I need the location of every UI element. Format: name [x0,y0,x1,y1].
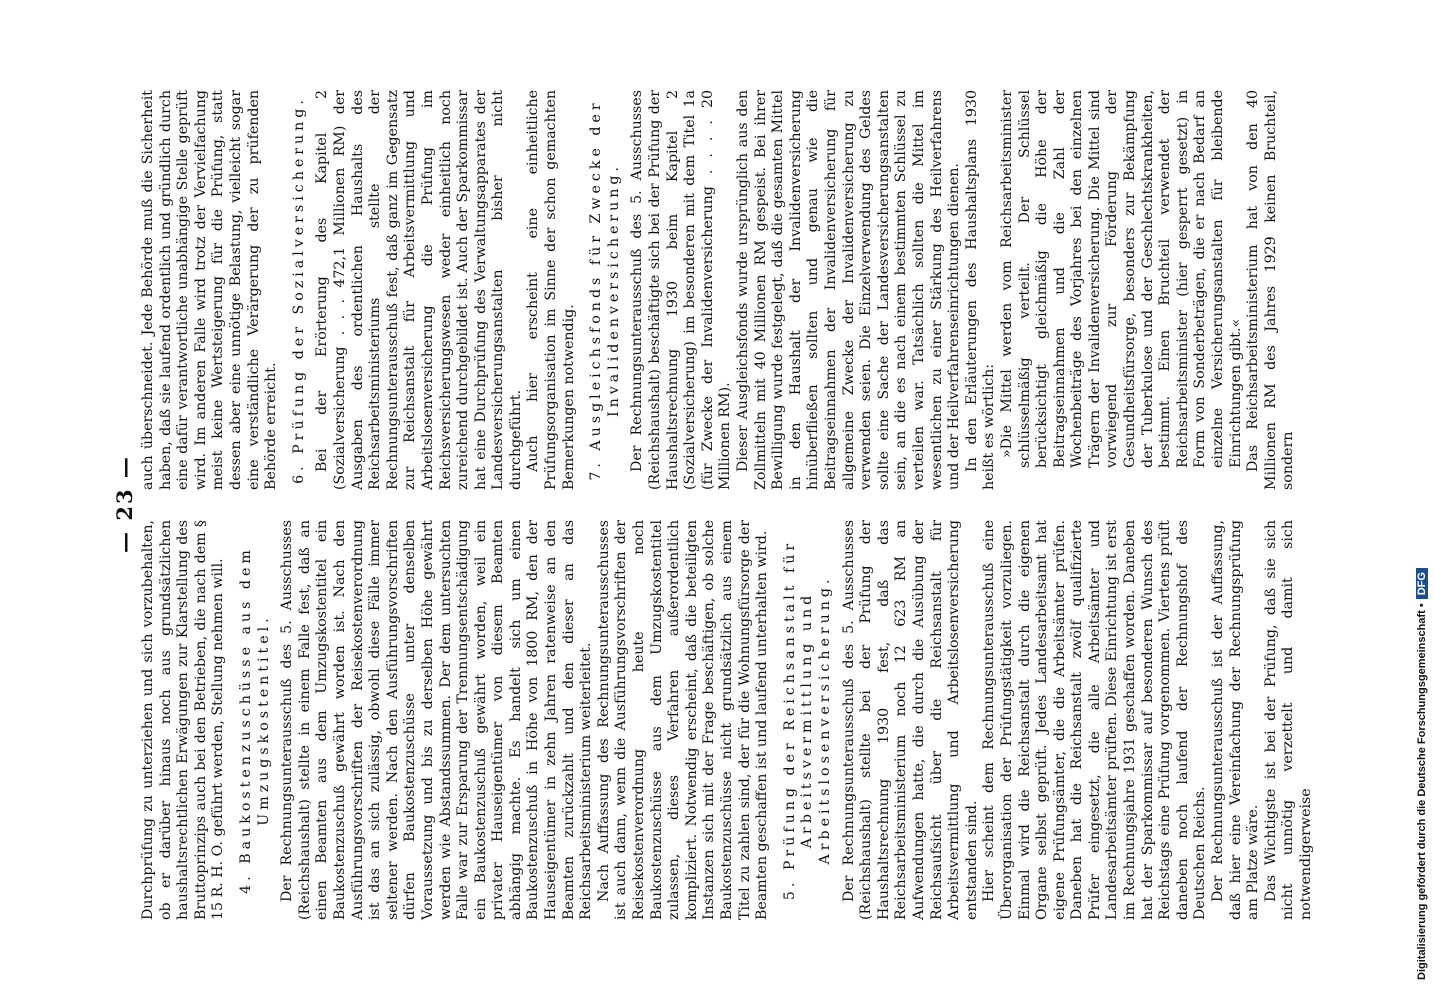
section-heading-5: 5. Prüfung der Reichsanstalt für Arbeitsvermittlung und Arbeitslosenversicherung. [781,539,833,901]
paragraph: Auch hier erscheint eine einheitliche Prüfungsorganisation im Sinne der schon gemachten Bemerkungen notwendig. [525,90,577,490]
section-heading-4: 4. Baukostenzuschüsse aus dem Umzugskostentitel. [237,546,272,894]
paragraph: Der Rechnungsunterausschuß des 5. Ausschusses (Reichshaushalt) beschäftigte sich bei der Prüfung der Haushaltsrechnung 1930 beim Kapitel 2 (Sozialversicherung) im besonderen mit dem Titel 1a (für Zwecke der Invalidenversicherung . . . . 20 Millionen RM). [629,90,734,490]
section-heading-7: 7. Ausgleichsfonds für Zwecke der Invalidenversicherung. [588,99,622,481]
paragraph: Das Wichtigste ist bei der Prüfung, daß sie sich nicht unnötig verzettelt und damit sich notwendigerweise [1262,520,1314,920]
paragraph: In den Erläuterungen des Haushaltsplans 1930 heißt es wörtlich: [963,90,998,490]
paragraph: Der Rechnungsunterausschuß des 5. Ausschusses (Reichshaushalt) stellte in einem Falle fest, daß an einen Beamten aus dem Umzugskostentitel ein Baukostenzuschuß gewährt worden ist. Nach den Ausführungsvorschriften der Reisekostenverordnung ist das an sich zulässig, obwohl diese Fälle immer seltener werden. Nach den Ausführungsvorschriften dürfen Baukostenzuschüsse unter denselben Voraussetzung und bis zu derselben Höhe gewährt werden wie Abstandssummen. Der dem untersuchten Falle war zur Ersparung der Trennungsentschädigung ein Baukostenzuschuß gewährt worden, weil ein privater Hauseigentümer von diesem Beamten abhängig machte. Es handelt sich um einen Baukostenzuschuß in Höhe von 1800 RM, den der Hauseigentümer in zehn Jahren ratenweise an den Beamten zurückzahlt und den dieser an das Reichsarbeitsministerium weiterleitet. [279,520,595,920]
credit-text: Digitalisierung gefördert durch die Deutsche Forschungsgemeinschaft • [1416,603,1428,980]
right-column [140,90,1298,490]
paragraph: Nach Auffassung des Rechnungsunterausschusses ist auch dann, wenn die Ausführungsvorschriften der Reisekostenverordnung heute noch Baukostenzuschüsse aus dem Umzugskostentitel zulassen, dieses Verfahren außerordentlich kompliziert. Notwendig erscheint, daß die beteiligten Instanzen sich mit der Frage beschäftigen, ob solche Baukostenzuschüsse nicht grundsätzlich aus einem Titel zu zahlen sind, der für die Wohnungsfürsorge der Beamten geschaffen ist und laufend unterhalten wird. [595,520,771,920]
section-heading-6: 6. Prüfung der Sozialversicherung. [290,96,307,484]
paragraph: Der Rechnungsunterausschuß ist der Auffassung, daß hier eine Vereinfachung der Rechnungsprüfung am Platze wäre. [1210,520,1262,920]
left-column [140,520,1316,920]
paragraph: Das Reichsarbeitsministerium hat von den 40 Millionen RM des Jahres 1929 keinen Bruchteil, sondern [1245,90,1297,490]
paragraph: Der Rechnungsunterausschuß des 5. Ausschusses (Reichshaushalt) stellte bei der Prüfung der Haushaltsrechnung 1930 fest, daß das Reichsarbeitsministerium noch 12 623 RM an Aufwendungen hatte, die durch die Ausübung der Reichsaufsicht über die Reichsanstalt für Arbeitsvermittlung und Arbeitslosenversicherung entstanden sind. [840,520,980,920]
paragraph: Bei der Erörterung des Kapitel 2 (Sozialversicherung . . . 472,1 Millionen RM) der Ausgaben des ordentlichen Haushalts des Reichsarbeitsministeriums stellte der Rechnungsunterausschuß fest, daß ganz im Gegensatz zur Reichsanstalt für Arbeitsvermittlung und Arbeitslosenversicherung die Prüfung im Reichsversicherungswesen weder einheitlich noch zureichend durchgebildet ist. Auch der Sparkommissar hat eine Durchprüfung des Verwaltungsapparates der Landesversicherungsanstalten bisher nicht durchgeführt. [314,90,524,490]
paragraph: auch überschneidet. Jede Behörde muß die Sicherheit haben, daß sie laufend ordentlich und gründlich durch eine dafür verantwortliche unabhängige Stelle geprüft wird. Im anderen Falle wird trotz der Vervielfachung meist keine Wertsteigerung für die Prüfung, statt dessen aber eine unnötige Belastung, vielleicht sogar eine verständliche Verärgerung der zu prüfenden Behörde erreicht. [140,90,280,490]
quote-text: »Die Mittel werden vom Reichsarbeitsminister schlüsselmäßig verteilt. Der Schlüssel berücksichtigt gleichmäßig die Höhe der Beitragseinnahmen und die Zahl der Wochenbeiträge des Vorjahres bei den einzelnen Trägern der Invalidenversicherung. Die Mittel sind vorwiegend zur Förderung der Gesundheitsfürsorge, besonders zur Bekämpfung der Tuberkulose und der Geschlechtskrankheiten, bestimmt. Einen Bruchteil verwendet der Reichsarbeitsminister (hier gesperrt gesetzt) in Form von Sonderbeträgen, die er nach Bedarf an einzelne Versicherungsanstalten für bleibende Einrichtungen gibt.« [998,90,1244,468]
page-number: — 23 — [112,455,137,553]
dfg-logo: DFG [1416,568,1428,599]
block-quote [999,90,1245,468]
paragraph: Durchprüfung zu unterziehen und sich vorzubehalten, ob er darüber hinaus noch aus grundsätzlichen haushaltsrechtlichen Erwägungen zur Klarstellung des Bruttoprinzips auch bei den Betrieben, die nach dem § 15 R. H. O. geführt werden, Stellung nehmen will. [140,520,227,920]
digitization-credit [1416,20,1434,980]
paragraph: Hier scheint dem Rechnungsunterausschuß eine Überorganisation der Prüfungstätigkeit vorzuliegen. Einmal wird die Reichsanstalt durch die eigenen Organe selbst geprüft. Jedes Landesarbeitsamt hat eigene Prüfungsämter, die die Arbeitsämter prüfen. Daneben hat die Reichsanstalt zwölf qualifizierte Prüfer eingesetzt, die alle Arbeitsämter und Landesarbeitsämter prüften. Diese Einrichtung ist erst im Rechnungsjahre 1931 geschaffen worden. Daneben hat der Sparkommissar auf besonderen Wunsch des Reichstags eine Prüfung vorgenommen. Viertens prüft daneben noch laufend der Rechnungshof des Deutschen Reichs. [981,520,1209,920]
paragraph: Dieser Ausgleichsfonds wurde ursprünglich aus den Zollmitteln mit 40 Millionen RM gespeist. Bei ihrer Bewilligung wurde festgelegt, daß die gesamten Mittel in den Haushalt der Invalidenversicherung hinüberfließen sollten und genau wie die Beitragseinnahmen der Invalidenversicherung für allgemeine Zwecke der Invalidenversicherung zu verwenden seien. Die Einzelverwendung des Geldes sollte eine Sache der Landesversicherungsanstalten sein, an die es nach einem bestimmten Schlüssel zu verteilen war. Tatsächlich sollten die Mittel im wesentlichen zu einer Stärkung des Heilverfahrens und der Heilverfahrenseinrichtungen dienen. [735,90,963,490]
rotated-page [112,88,1314,920]
